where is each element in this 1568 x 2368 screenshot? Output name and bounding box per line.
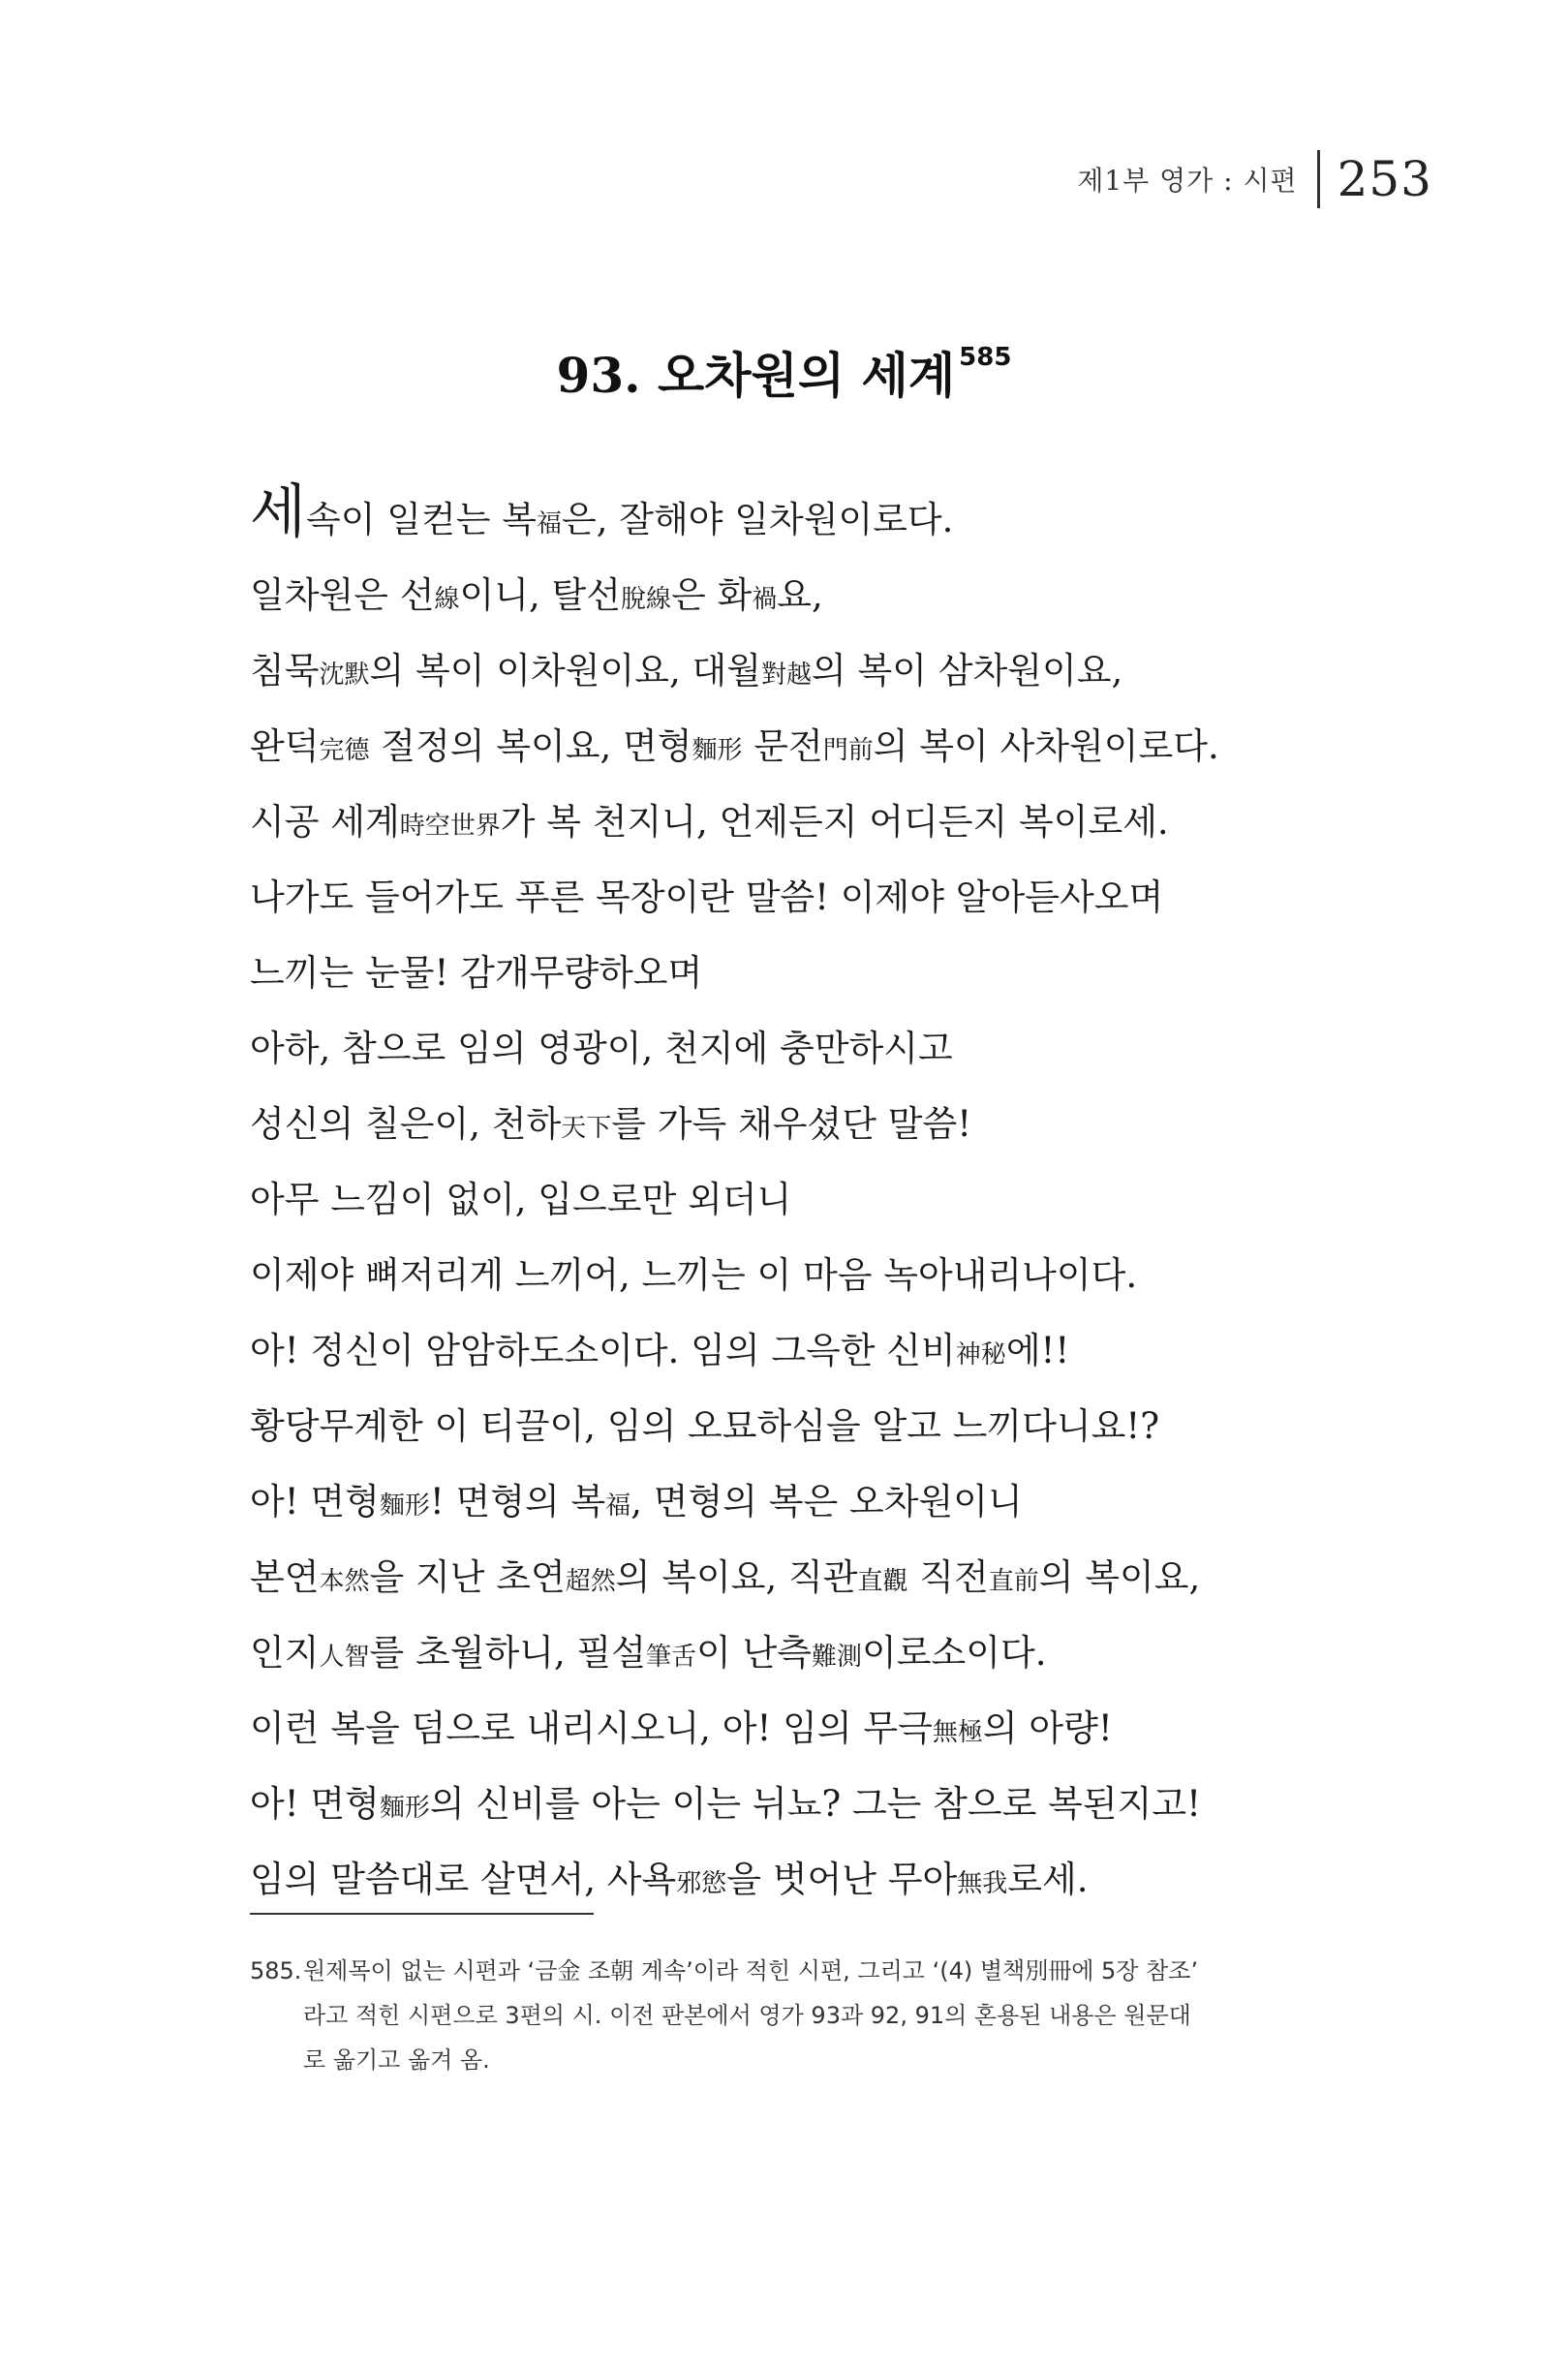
hanja-annotation: 神秘 xyxy=(955,1340,1006,1369)
footnote-number: 585. xyxy=(250,1957,302,1984)
poem-text: 은, 잘해야 일차원이로다. xyxy=(561,499,954,540)
poem-text: 완덕 xyxy=(250,725,320,767)
poem-title-text: 93. 오차원의 세계 xyxy=(556,347,956,404)
poem-line xyxy=(250,1691,1451,1767)
poem-text: 아! 면형 xyxy=(250,1481,380,1522)
hanja-annotation: 直前 xyxy=(988,1567,1039,1596)
poem-text: 의 복이요, 직관 xyxy=(615,1556,858,1598)
poem-line xyxy=(250,1162,1451,1238)
poem-text: 의 복이 사차원이로다. xyxy=(873,725,1219,767)
poem-text: 를 초월하니, 필설 xyxy=(369,1632,646,1674)
poem-text: 가 복 천지니, 언제든지 어디든지 복이로세. xyxy=(500,801,1169,843)
footnote-line: 원제목이 없는 시편과 ‘금金 조朝 계속’이라 적힌 시편, 그리고 ‘(4) 별책別冊에 5장 참조’ xyxy=(303,1957,1199,1984)
title-footnote-ref: 585 xyxy=(959,343,1012,372)
poem-text: 아하, 참으로 임의 영광이, 천지에 충만하시고 xyxy=(250,1028,953,1069)
footnote-divider xyxy=(250,1913,594,1915)
poem-text: 아! 정신이 암암하도소이다. 임의 그윽한 신비 xyxy=(250,1330,956,1371)
hanja-annotation: 脫線 xyxy=(621,585,672,614)
hanja-annotation: 沈默 xyxy=(319,661,370,690)
running-header xyxy=(1077,145,1432,213)
hanja-annotation: 線 xyxy=(434,585,460,614)
poem-text: 시공 세계 xyxy=(250,801,400,843)
poem-line xyxy=(250,1767,1451,1842)
hanja-annotation: 筆舌 xyxy=(645,1643,696,1672)
hanja-annotation: 禍 xyxy=(752,585,778,614)
hanja-annotation: 直觀 xyxy=(857,1567,908,1596)
drop-cap: 세 xyxy=(250,478,306,546)
poem-text: 이제야 뼈저리게 느끼어, 느끼는 이 마음 녹아내리나이다. xyxy=(250,1254,1138,1296)
poem-text: 을 지난 초연 xyxy=(369,1556,566,1598)
poem-text: ! 면형의 복 xyxy=(429,1481,606,1522)
poem-text: 를 가득 채우셨단 말씀! xyxy=(611,1103,972,1145)
poem-line xyxy=(250,1389,1451,1464)
poem-line xyxy=(250,936,1451,1011)
hanja-annotation: 麵形 xyxy=(692,736,743,765)
poem-text: 이 난측 xyxy=(696,1632,812,1674)
poem-line xyxy=(250,1238,1451,1313)
poem-text: 문전 xyxy=(742,725,823,767)
hanja-annotation: 超然 xyxy=(565,1567,616,1596)
poem-text: 직전 xyxy=(907,1556,989,1598)
footnote-line: 라고 적힌 시편으로 3편의 시. 이전 판본에서 영가 93과 92, 91의 혼용된 내용은 원문대 xyxy=(303,2002,1191,2029)
poem-line xyxy=(250,1313,1451,1389)
poem-text: 의 복이 이차원이요, 대월 xyxy=(369,650,761,692)
poem-text: 황당무계한 이 티끌이, 임의 오묘하심을 알고 느끼다니요!? xyxy=(250,1405,1160,1447)
hanja-annotation: 人智 xyxy=(319,1643,370,1672)
poem-body xyxy=(250,478,1451,1918)
hanja-annotation: 無我 xyxy=(957,1869,1008,1898)
hanja-annotation: 難測 xyxy=(812,1643,863,1672)
section-title: 제1부 영가 : 시편 xyxy=(1077,165,1298,197)
poem-text: 본연 xyxy=(250,1556,320,1598)
page-number: 253 xyxy=(1337,151,1432,207)
poem-text: 의 복이 삼차원이요, xyxy=(811,650,1123,692)
poem-line xyxy=(250,860,1451,936)
hanja-annotation: 時空世界 xyxy=(399,812,501,841)
poem-text: 의 아량! xyxy=(982,1707,1113,1749)
poem-line xyxy=(250,1540,1451,1615)
poem-text: 인지 xyxy=(250,1632,320,1674)
poem-text: 아! 면형 xyxy=(250,1783,380,1825)
hanja-annotation: 福 xyxy=(605,1492,631,1521)
poem-line xyxy=(250,1615,1451,1691)
poem-text: 절정의 복이요, 면형 xyxy=(369,725,692,767)
header-divider xyxy=(1317,150,1320,208)
poem-line xyxy=(250,1011,1451,1087)
poem-text: 에!! xyxy=(1005,1330,1070,1371)
poem-line xyxy=(250,558,1451,633)
poem-text: 의 신비를 아는 이는 뉘뇨? 그는 참으로 복된지고! xyxy=(429,1783,1202,1825)
poem-text: 성신의 칠은이, 천하 xyxy=(250,1103,562,1145)
footnote-line: 로 옮기고 옮겨 옴. xyxy=(303,2046,490,2074)
poem-line xyxy=(250,633,1451,709)
poem-text: , 면형의 복은 오차원이니 xyxy=(630,1481,1023,1522)
hanja-annotation: 對越 xyxy=(760,661,812,690)
poem-text: 임의 말씀대로 살면서, 사욕 xyxy=(250,1859,677,1900)
poem-text: 느끼는 눈물! 감개무량하오며 xyxy=(250,952,703,994)
footnote-text xyxy=(303,1949,1325,2082)
poem-text: 의 복이요, xyxy=(1038,1556,1201,1598)
hanja-annotation: 門前 xyxy=(822,736,874,765)
poem-text: 속이 일컫는 복 xyxy=(305,499,537,540)
poem-text: 아무 느낌이 없이, 입으로만 외더니 xyxy=(250,1179,792,1220)
hanja-annotation: 完德 xyxy=(319,736,370,765)
poem-line xyxy=(250,1087,1451,1162)
poem-text: 이런 복을 덤으로 내리시오니, 아! 임의 무극 xyxy=(250,1707,933,1749)
poem-text: 나가도 들어가도 푸른 목장이란 말씀! 이제야 알아듣사오며 xyxy=(250,876,1164,918)
hanja-annotation: 福 xyxy=(536,509,562,538)
poem-line xyxy=(250,1842,1451,1918)
footnote-585 xyxy=(250,1949,1325,2082)
hanja-annotation: 麵形 xyxy=(379,1492,430,1521)
poem-line xyxy=(250,1464,1451,1540)
footnote xyxy=(250,1949,1325,2082)
poem-line xyxy=(250,478,1451,558)
hanja-annotation: 天下 xyxy=(561,1114,612,1143)
poem-text: 일차원은 선 xyxy=(250,574,435,616)
poem-text: 로세. xyxy=(1007,1859,1089,1900)
poem-text: 이니, 탈선 xyxy=(459,574,621,616)
hanja-annotation: 邪慾 xyxy=(676,1869,727,1898)
poem-text: 요, xyxy=(777,574,823,616)
hanja-annotation: 麵形 xyxy=(379,1794,430,1823)
poem-text: 은 화 xyxy=(671,574,753,616)
poem-text: 침묵 xyxy=(250,650,320,692)
poem-title xyxy=(0,337,1568,407)
hanja-annotation: 無極 xyxy=(932,1718,983,1747)
poem-text: 이로소이다. xyxy=(862,1632,1047,1674)
hanja-annotation: 本然 xyxy=(319,1567,370,1596)
poem-text: 을 벗어난 무아 xyxy=(726,1859,958,1900)
poem-line xyxy=(250,784,1451,860)
poem-line xyxy=(250,709,1451,784)
